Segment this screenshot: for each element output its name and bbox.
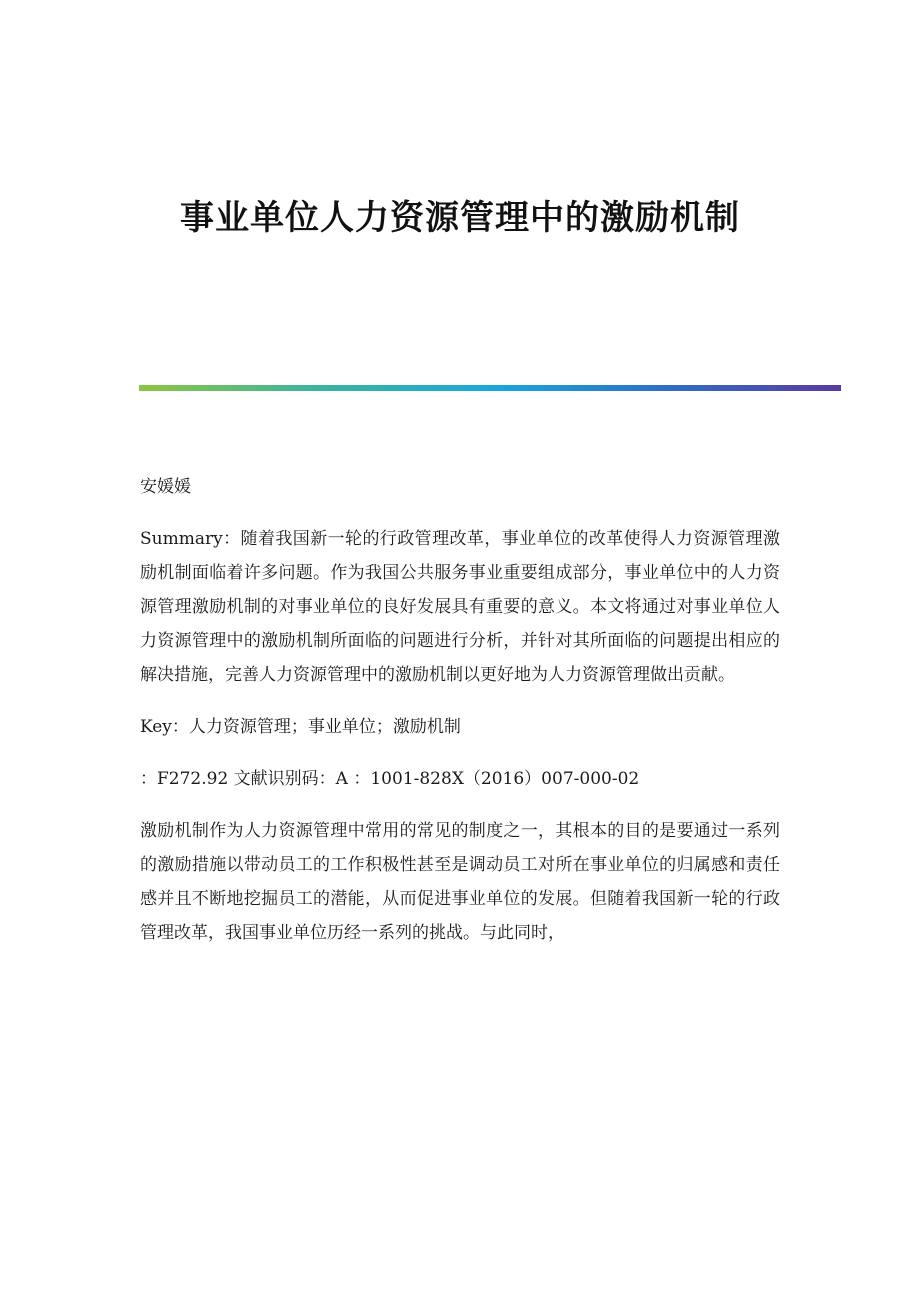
body-paragraph xyxy=(140,814,780,950)
classification-text: ：F272.92 文献识别码：A ：1001-828X（2016）007-000-02 xyxy=(140,769,640,789)
document-body xyxy=(140,470,780,968)
summary-text: Summary：随着我国新一轮的行政管理改革，事业单位的改革使得人力资源管理激励机制面临着许多问题。作为我国公共服务事业重要组成部分，事业单位中的人力资源管理激励机制的对事业单位的良好发展具有重要的意义。本文将通过对事业单位人力资源管理中的激励机制所面临的问题进行分析，并针对其所面临的问题提出相应的解决措施，完善人力资源管理中的激励机制以更好地为人力资源管理做出贡献。 xyxy=(140,529,780,685)
title-divider xyxy=(139,385,841,391)
body-paragraph-text: 激励机制作为人力资源管理中常用的常见的制度之一，其根本的目的是要通过一系列的激励措施以带动员工的工作积极性甚至是调动员工对所在事业单位的归属感和责任感并且不断地挖掘员工的潜能，从而促进事业单位的发展。但随着我国新一轮的行政管理改革，我国事业单位历经一系列的挑战。与此同时， xyxy=(140,821,780,943)
page-title: 事业单位人力资源管理中的激励机制 xyxy=(180,198,740,238)
author-name: 安媛媛 xyxy=(140,477,191,497)
classification-line xyxy=(140,762,780,796)
keywords-line xyxy=(140,710,780,744)
summary-paragraph xyxy=(140,522,780,692)
keywords-text: Key：人力资源管理；事业单位；激励机制 xyxy=(140,717,461,737)
